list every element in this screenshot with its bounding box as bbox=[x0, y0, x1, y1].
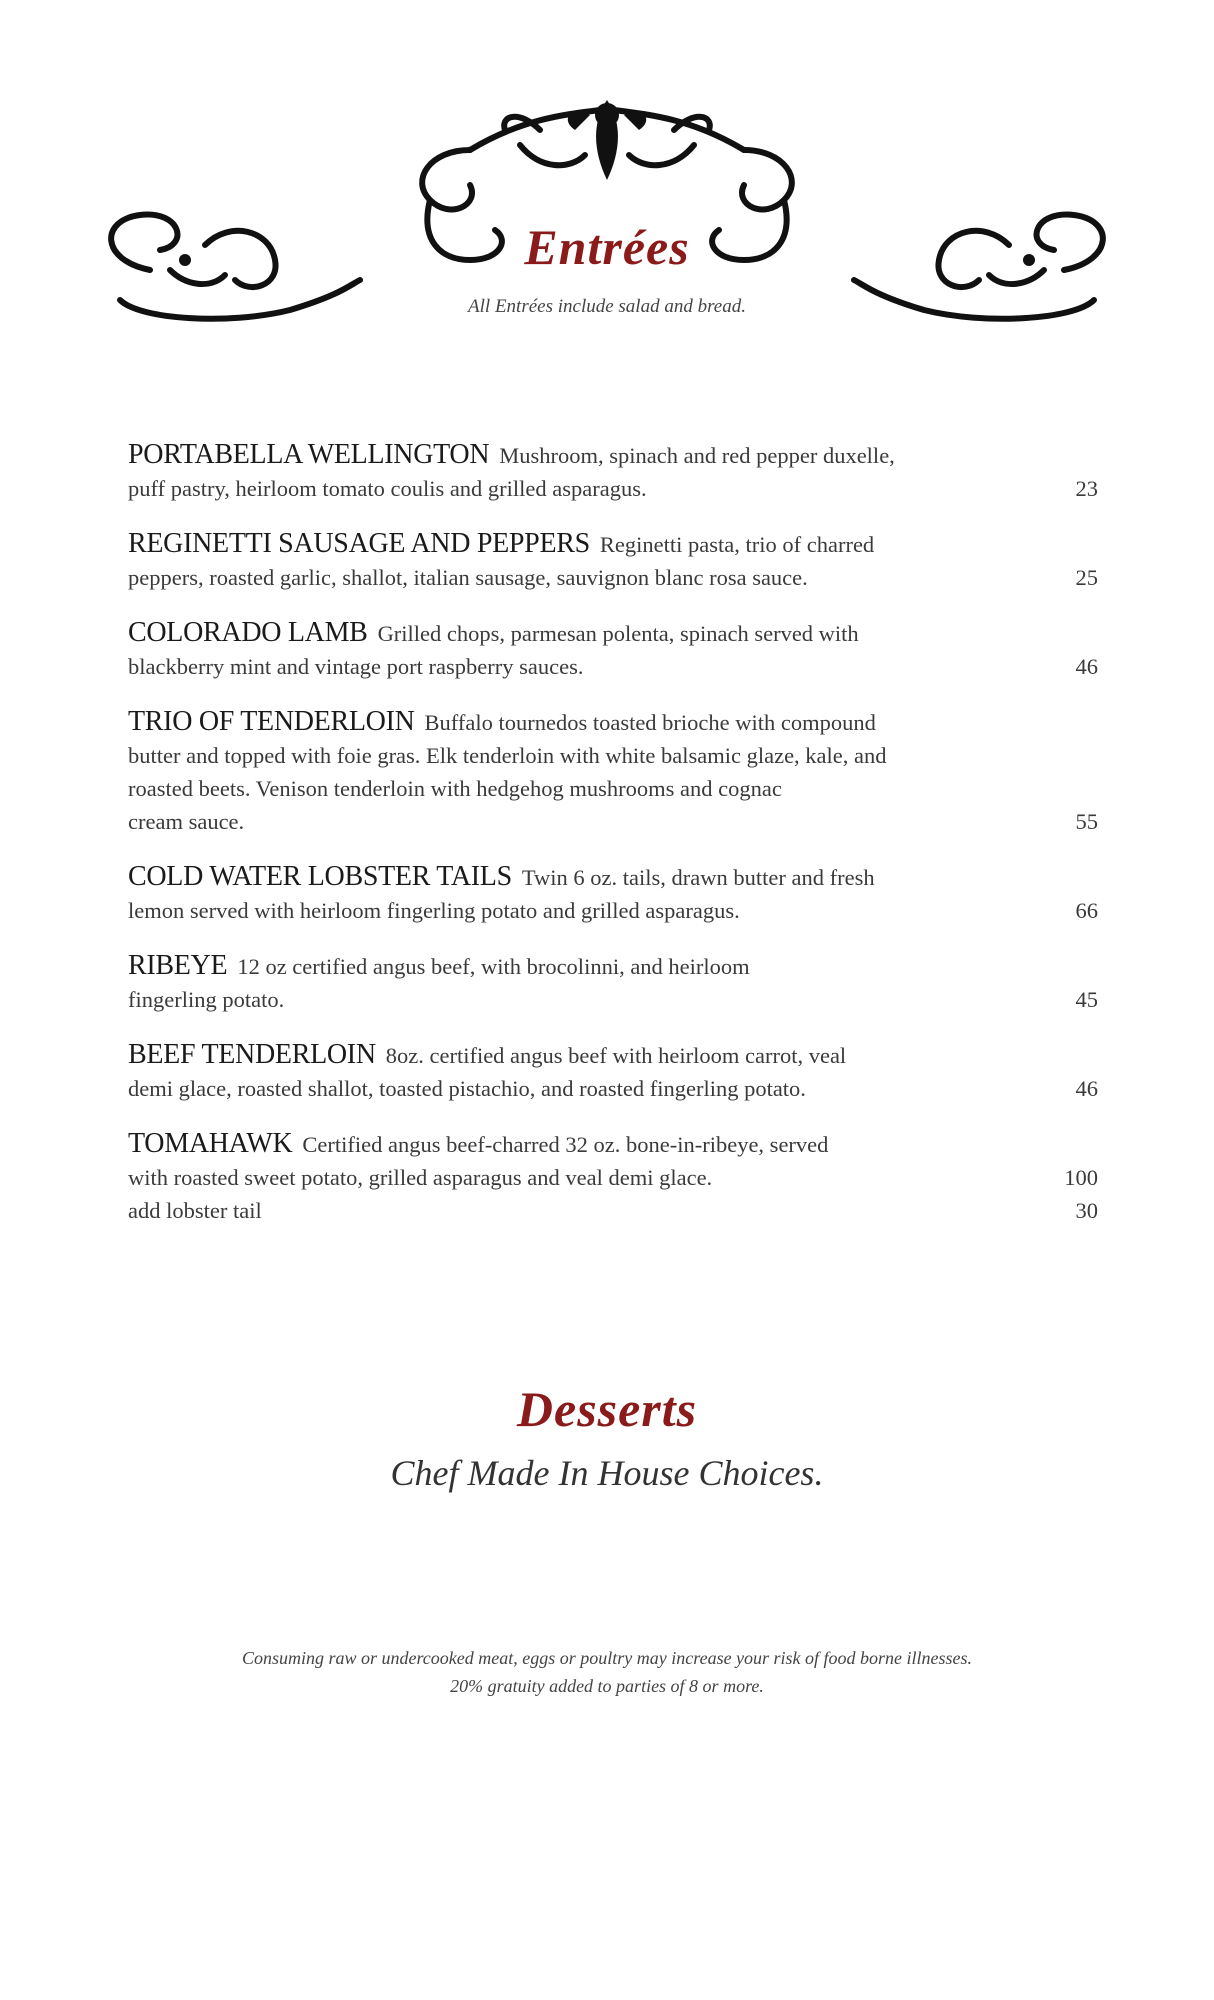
item-description: puff pastry, heirloom tomato coulis and grilled asparagus. bbox=[128, 476, 647, 501]
health-warning: Consuming raw or undercooked meat, eggs or poultry may increase your risk of food borne illnesses. bbox=[241, 1648, 973, 1668]
item-name: BEEF TENDERLOIN bbox=[128, 1039, 376, 1070]
addon-label: add lobster tail bbox=[128, 1198, 262, 1223]
item-description: fingerling potato. bbox=[128, 987, 285, 1012]
item-description: Grilled chops, parmesan polenta, spinach served with bbox=[377, 621, 859, 646]
item-price: 45 bbox=[1075, 987, 1098, 1012]
item-price: 55 bbox=[1075, 809, 1098, 834]
item-price: 23 bbox=[1075, 476, 1098, 501]
item-description: Certified angus beef-charred 32 oz. bone-in-ribeye, served bbox=[302, 1132, 829, 1157]
item-price: 46 bbox=[1075, 654, 1098, 679]
menu-item bbox=[128, 949, 1098, 1016]
item-name: REGINETTI SAUSAGE AND PEPPERS bbox=[128, 528, 590, 559]
item-description: demi glace, roasted shallot, toasted pistachio, and roasted fingerling potato. bbox=[128, 1076, 806, 1101]
item-description: Reginetti pasta, trio of charred bbox=[599, 532, 875, 557]
desserts-title: Desserts bbox=[516, 1381, 698, 1437]
item-description: cream sauce. bbox=[128, 809, 245, 834]
item-description: Mushroom, spinach and red pepper duxelle, bbox=[499, 443, 895, 468]
menu-item bbox=[128, 860, 1098, 927]
item-name: TOMAHAWK bbox=[128, 1128, 293, 1159]
gratuity-note: 20% gratuity added to parties of 8 or more. bbox=[450, 1676, 764, 1696]
item-price: 100 bbox=[1064, 1165, 1098, 1190]
menu-item bbox=[128, 527, 1098, 594]
item-price: 25 bbox=[1075, 565, 1098, 590]
menu-item bbox=[128, 616, 1098, 683]
entrees-header bbox=[0, 70, 1214, 340]
item-description: peppers, roasted garlic, shallot, italian sausage, sauvignon blanc rosa sauce. bbox=[128, 565, 808, 590]
item-description: with roasted sweet potato, grilled asparagus and veal demi glace. bbox=[128, 1165, 713, 1190]
menu-item bbox=[128, 438, 1098, 505]
item-description: blackberry mint and vintage port raspberry sauces. bbox=[128, 654, 584, 679]
item-description: Twin 6 oz. tails, drawn butter and fresh bbox=[521, 865, 875, 890]
footer-disclaimer bbox=[0, 1644, 1214, 1700]
entree-list bbox=[128, 438, 1098, 1249]
item-description: lemon served with heirloom fingerling potato and grilled asparagus. bbox=[128, 898, 740, 923]
item-name: COLORADO LAMB bbox=[128, 617, 368, 648]
entrees-title: Entrées bbox=[524, 219, 690, 275]
item-description: butter and topped with foie gras. Elk tenderloin with white balsamic glaze, kale, and bbox=[128, 743, 887, 768]
item-description: 12 oz certified angus beef, with brocolinni, and heirloom bbox=[237, 954, 750, 979]
item-price: 46 bbox=[1075, 1076, 1098, 1101]
addon-price: 30 bbox=[1075, 1198, 1098, 1223]
item-name: PORTABELLA WELLINGTON bbox=[128, 439, 490, 470]
menu-item bbox=[128, 1127, 1098, 1227]
menu-item bbox=[128, 1038, 1098, 1105]
item-description: 8oz. certified angus beef with heirloom carrot, veal bbox=[385, 1043, 847, 1068]
item-description: Buffalo tournedos toasted brioche with compound bbox=[424, 710, 876, 735]
item-price: 66 bbox=[1075, 898, 1098, 923]
item-name: COLD WATER LOBSTER TAILS bbox=[128, 861, 512, 892]
item-name: TRIO OF TENDERLOIN bbox=[128, 706, 415, 737]
menu-item bbox=[128, 705, 1098, 838]
item-description: roasted beets. Venison tenderloin with hedgehog mushrooms and cognac bbox=[128, 776, 782, 801]
desserts-subtitle: Chef Made In House Choices. bbox=[390, 1453, 824, 1493]
item-name: RIBEYE bbox=[128, 950, 228, 981]
entrees-subtitle: All Entrées include salad and bread. bbox=[468, 296, 746, 317]
